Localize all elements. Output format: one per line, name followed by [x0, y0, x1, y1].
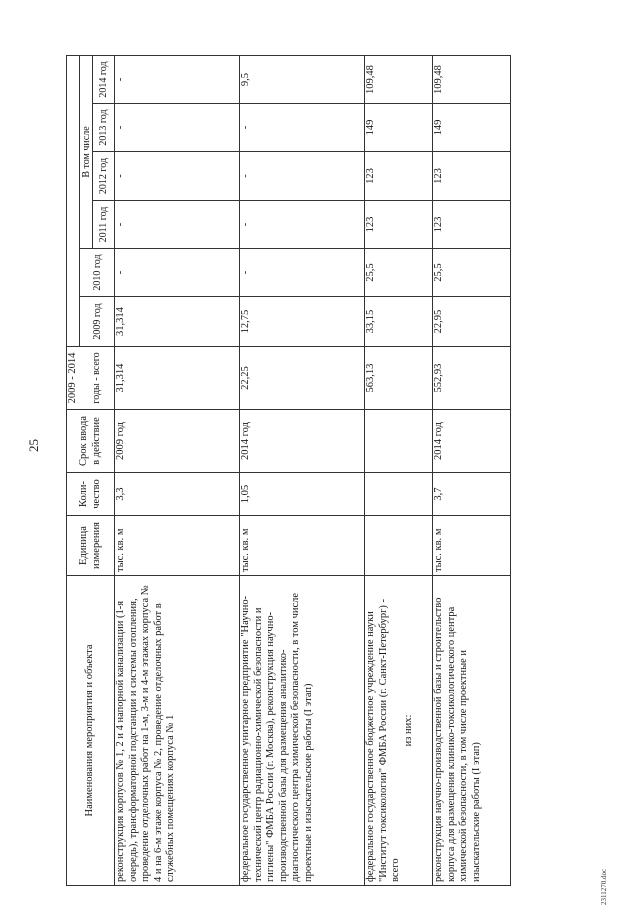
- row-2011: -: [240, 201, 365, 249]
- row-qty: 3,7: [433, 473, 511, 516]
- col-header-2014: 2014 год: [93, 56, 115, 104]
- row-name: федеральное государственное унитарное предприятие "Научно-технический центр радиационно-химической безопасности и гигиены" ФМБА России (г. Москва), реконструкция научно-производственной базы для размещения аналитико-диагностического центра химической безопасности, в том числе проектные и изыскательские работы (I этап): [240, 576, 365, 886]
- row-2013: 149: [365, 104, 433, 152]
- row-unit: тыс. кв. м: [433, 516, 511, 576]
- page-number: 25: [26, 439, 41, 452]
- row-2013: -: [240, 104, 365, 152]
- row-2011: 123: [433, 201, 511, 249]
- row-unit: [365, 516, 433, 576]
- col-header-term: Срок ввода в действие: [67, 410, 115, 473]
- table-row: [240, 56, 365, 886]
- row-term: 2014 год: [240, 410, 365, 473]
- col-header-unit: Единица измерения: [67, 516, 115, 576]
- row-2011: 123: [365, 201, 433, 249]
- row-term: 2014 год: [433, 410, 511, 473]
- row-2013: -: [115, 104, 240, 152]
- row-name-text: федеральное государственное бюджетное учреждение науки "Институт токсикологии" ФМБА России (г. Санкт-Петербург) - всего: [365, 598, 401, 882]
- row-total: 563,13: [365, 347, 433, 410]
- table-row: [433, 56, 511, 886]
- col-header-2009: 2009 год: [80, 297, 115, 347]
- col-header-2010: 2010 год: [80, 249, 115, 297]
- row-2010: 25,5: [365, 249, 433, 297]
- col-header-2012: 2012 год: [93, 152, 115, 201]
- row-name: [365, 576, 433, 886]
- row-qty: [365, 473, 433, 516]
- row-total: 552,93: [433, 347, 511, 410]
- table-row: [115, 56, 240, 886]
- row-name: реконструкция научно-производственной базы и строительство корпуса для размещения клинико-токсикологического центра химической безопасности, в том числе проектные и изыскательские работы (I этап): [433, 576, 511, 886]
- row-2012: -: [240, 152, 365, 201]
- col-header-name: Наименования мероприятия и объекта: [67, 576, 115, 886]
- col-header-2013: 2013 год: [93, 104, 115, 152]
- row-term: [365, 410, 433, 473]
- row-2011: -: [115, 201, 240, 249]
- row-2009: 33,15: [365, 297, 433, 347]
- row-2014: 9,5: [240, 56, 365, 104]
- row-name-sub: из них:: [402, 714, 414, 747]
- col-header-incl: В том числе: [80, 56, 93, 249]
- row-qty: 3,3: [115, 473, 240, 516]
- row-2010: 25,5: [433, 249, 511, 297]
- row-2014: 109,48: [433, 56, 511, 104]
- table-row: [365, 56, 433, 886]
- budget-table: [66, 55, 511, 886]
- col-header-period: 2009 - 2014: [67, 347, 80, 410]
- row-2012: 123: [433, 152, 511, 201]
- row-2009: 12,75: [240, 297, 365, 347]
- row-2014: -: [115, 56, 240, 104]
- row-2012: 123: [365, 152, 433, 201]
- row-total: 31,314: [115, 347, 240, 410]
- row-name: реконструкция корпусов № 1, 2 и 4 напорной канализации (1-я очередь), трансформаторной подстанции и системы отопления, проведение отделочных работ на 1-м, 3-м и 4-м этажах корпуса № 4 и на 6-м этаже корпуса № 2, проведение отделочных работ в служебных помещениях корпуса № 1: [115, 576, 240, 886]
- row-qty: 1,05: [240, 473, 365, 516]
- col-header-total: годы - всего: [80, 347, 115, 410]
- row-term: 2009 год: [115, 410, 240, 473]
- rotated-page: [66, 0, 576, 905]
- row-2014: 109,48: [365, 56, 433, 104]
- row-2010: -: [240, 249, 365, 297]
- col-header-qty: Коли- чество: [67, 473, 115, 516]
- row-unit: тыс. кв. м: [115, 516, 240, 576]
- row-2009: 22,95: [433, 297, 511, 347]
- row-2013: 149: [433, 104, 511, 152]
- row-unit: тыс. кв. м: [240, 516, 365, 576]
- row-2010: -: [115, 249, 240, 297]
- row-total: 22,25: [240, 347, 365, 410]
- row-2009: 31,314: [115, 297, 240, 347]
- col-header-2011: 2011 год: [93, 201, 115, 249]
- footer-filename: 2311270.doc: [600, 868, 608, 905]
- row-2012: -: [115, 152, 240, 201]
